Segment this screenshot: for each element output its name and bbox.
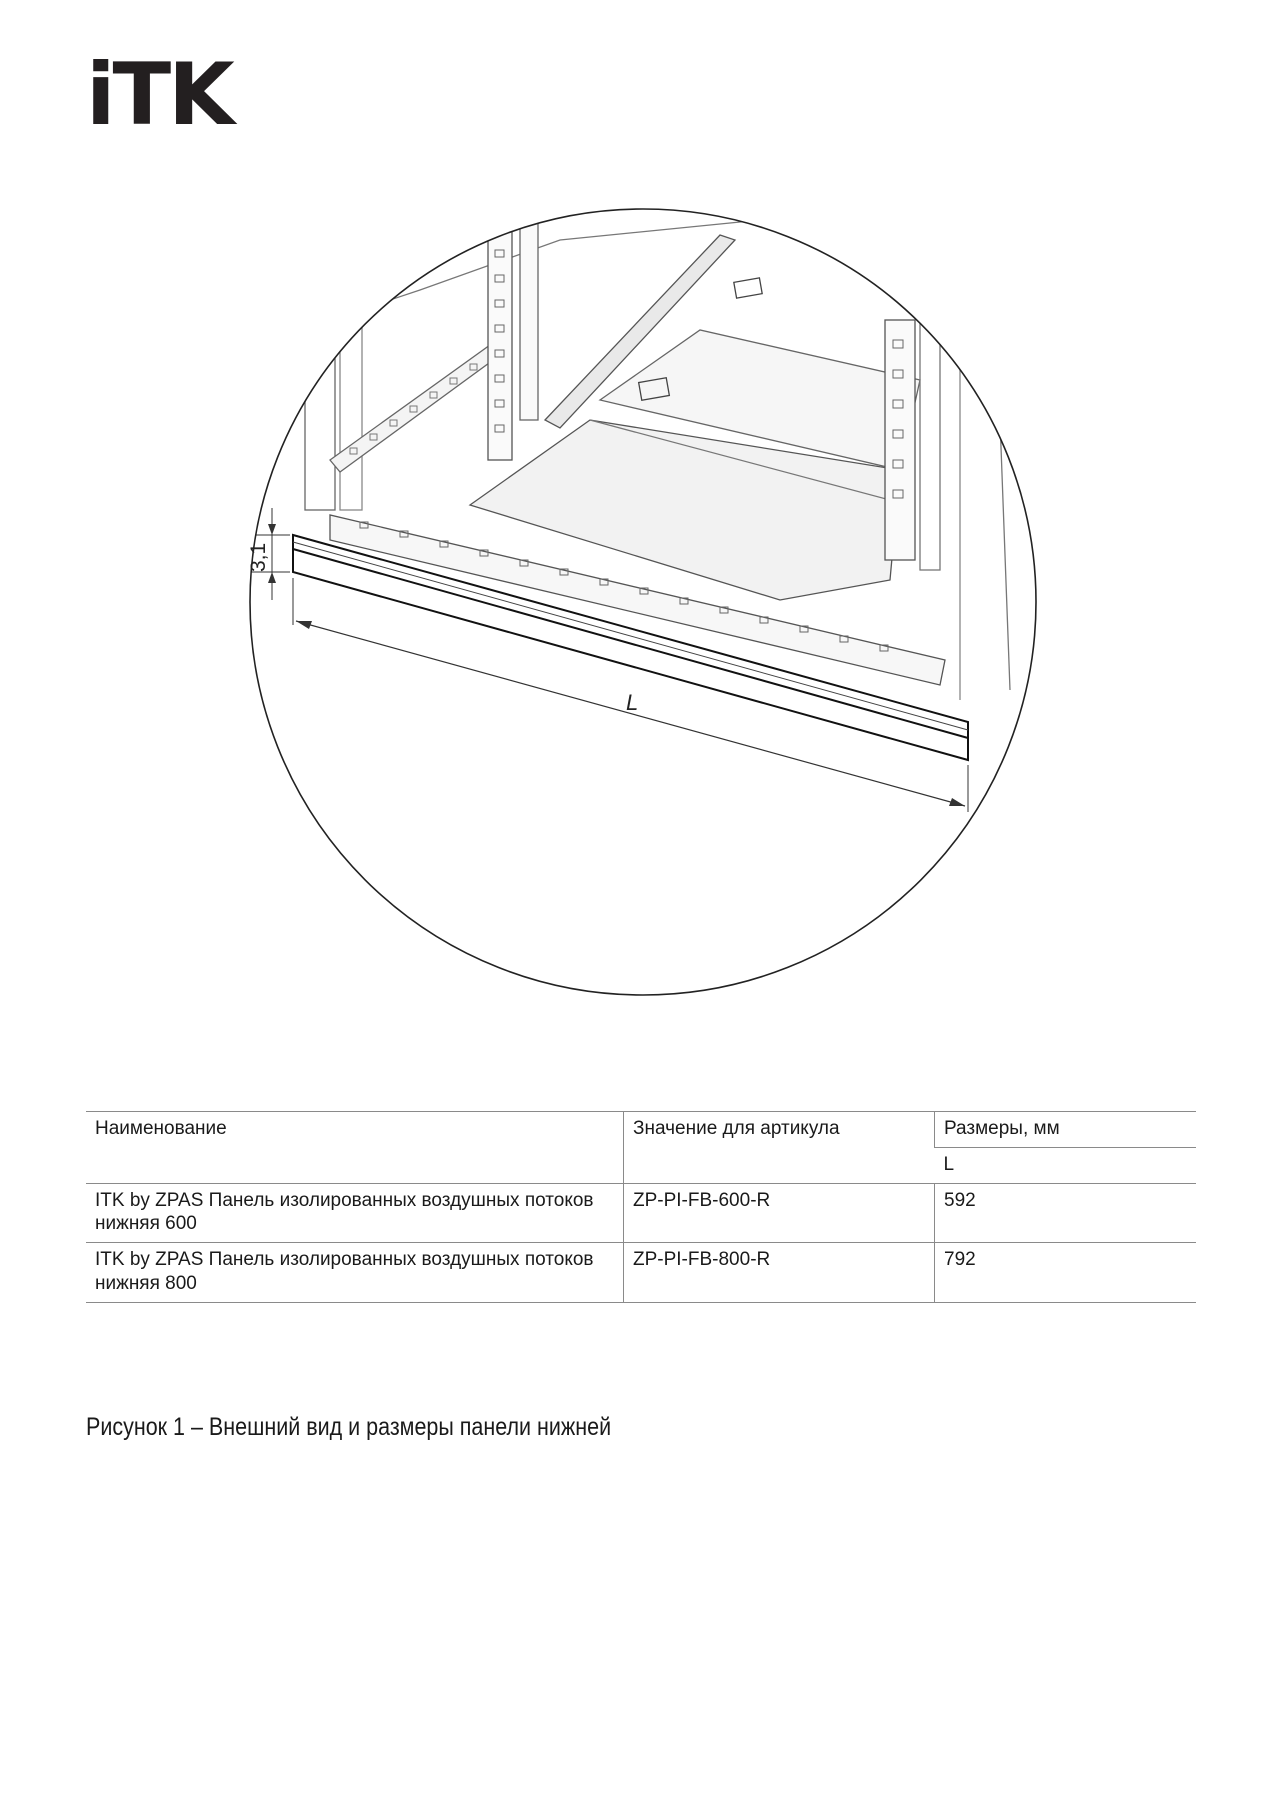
- dim-height-label: 3,1: [247, 542, 270, 572]
- header-size-L: L: [935, 1147, 1197, 1183]
- row-name: ITK by ZPAS Панель изолированных воздушных потоков нижняя 600: [86, 1183, 624, 1243]
- dim-length-label: L: [626, 690, 639, 715]
- row-article: ZP-PI-FB-600-R: [624, 1183, 935, 1243]
- header-size-group: Размеры, мм: [935, 1112, 1197, 1148]
- row-name: ITK by ZPAS Панель изолированных воздушных потоков нижняя 800: [86, 1243, 624, 1303]
- table-row: [86, 1183, 1196, 1243]
- table-header-row: [86, 1112, 1196, 1148]
- table-row: [86, 1243, 1196, 1303]
- itk-logo: iTK: [86, 45, 232, 145]
- row-article: ZP-PI-FB-800-R: [624, 1243, 935, 1303]
- cabinet-detail-view: [246, 220, 1010, 812]
- figure-caption: Рисунок 1 – Внешний вид и размеры панели нижней: [86, 1413, 612, 1441]
- row-length: 592: [935, 1183, 1197, 1243]
- header-article: Значение для артикула: [624, 1112, 935, 1184]
- specs-table: [86, 1111, 1196, 1303]
- row-length: 792: [935, 1243, 1197, 1303]
- header-name: Наименование: [86, 1112, 624, 1184]
